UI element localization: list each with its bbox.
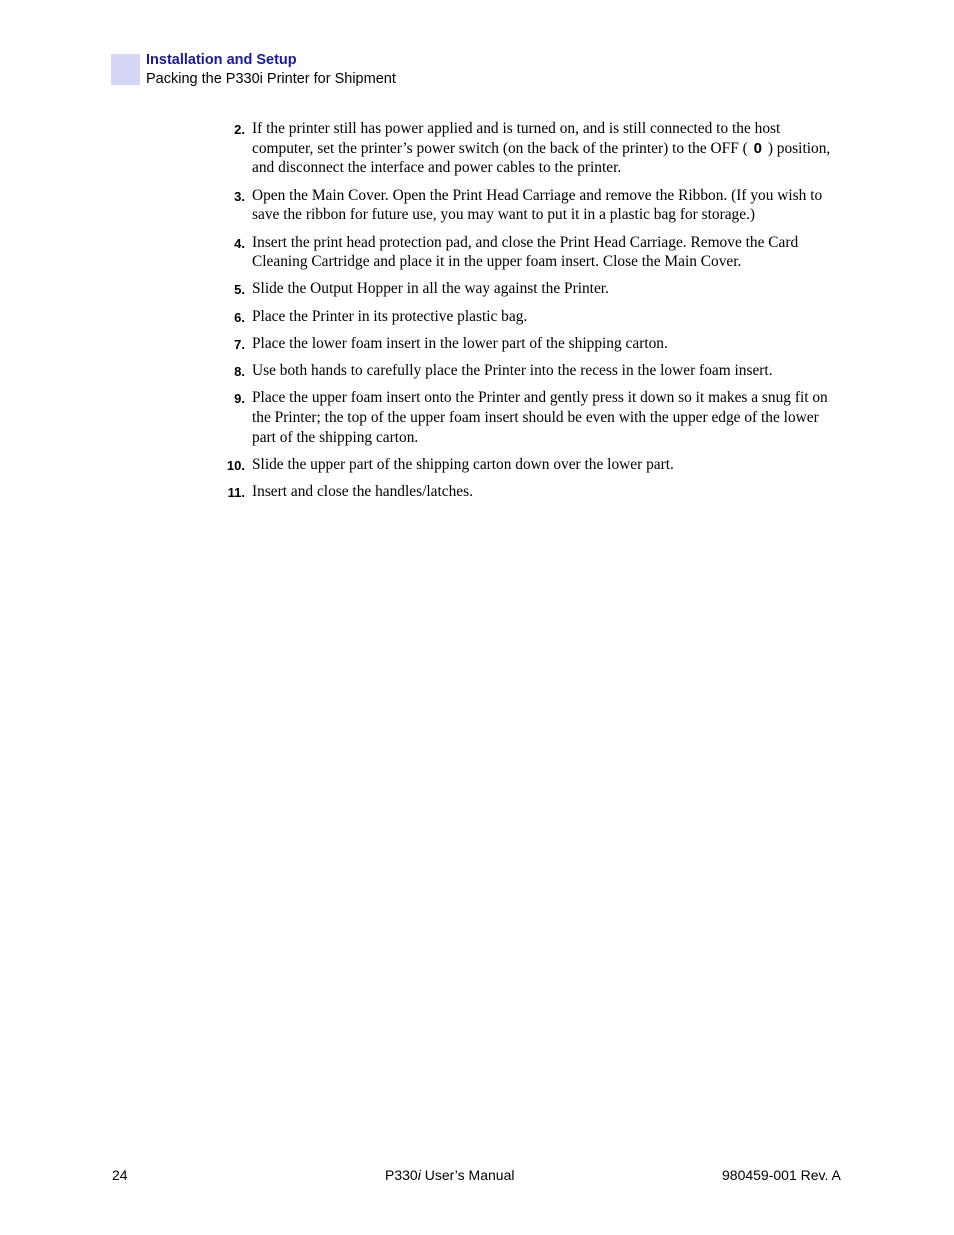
- step-8: [220, 361, 845, 381]
- step-9: [220, 388, 845, 447]
- step-number: 8.: [234, 364, 245, 380]
- step-number: 5.: [234, 282, 245, 298]
- step-text: Use both hands to carefully place the Printer into the recess in the lower foam insert.: [252, 362, 773, 380]
- step-number: 7.: [234, 336, 245, 352]
- manual-title: [385, 1167, 514, 1183]
- step-number: 4.: [234, 235, 245, 251]
- step-text: Place the lower foam insert in the lower part of the shipping carton.: [252, 334, 668, 352]
- header-color-block: [111, 54, 140, 85]
- step-number: 6.: [234, 309, 245, 325]
- document-number: 980459-001 Rev. A: [722, 1167, 841, 1183]
- step-3: [220, 186, 845, 225]
- section-title: Installation and Setup: [146, 52, 297, 68]
- step-4: [220, 233, 845, 272]
- page-number: 24: [112, 1167, 128, 1183]
- step-text: Place the Printer in its protective plastic bag.: [252, 307, 528, 325]
- step-text: Insert the print head protection pad, and close the Print Head Carriage. Remove the Card Cleaning Cartridge and place it in the upper foam insert. Close the Main Cover.: [252, 233, 799, 271]
- step-number: 10.: [226, 457, 245, 473]
- section-subtitle: Packing the P330i Printer for Shipment: [146, 71, 396, 87]
- step-number: 2.: [234, 122, 245, 137]
- step-6: [220, 307, 845, 327]
- step-11: [220, 482, 845, 502]
- step-number: 3.: [234, 188, 245, 204]
- step-5: [220, 279, 845, 299]
- manual-model-suffix: i: [417, 1167, 421, 1183]
- step-text: Insert and close the handles/latches.: [252, 483, 473, 501]
- step-number: 11.: [227, 485, 245, 501]
- procedure-steps: [220, 119, 845, 509]
- manual-model: P330: [385, 1167, 418, 1183]
- manual-title-text: User’s Manual: [420, 1167, 515, 1183]
- step-number: 9.: [234, 391, 245, 407]
- step-text: Open the Main Cover. Open the Print Head Carriage and remove the Ribbon. (If you wish to save the ribbon for future use, you may want to put it in a plastic bag for storage.): [252, 186, 823, 224]
- power-off-symbol: 0: [753, 139, 762, 157]
- step-text-cont: ) position, and disconnect the interface and power cables to the printer.: [252, 139, 831, 177]
- step-text: Slide the Output Hopper in all the way against the Printer.: [252, 280, 609, 298]
- step-text: Place the upper foam insert onto the Printer and gently press it down so it makes a snug fit on the Printer; the top of the upper foam insert should be even with the upper edge of the lower part of the shipping carton.: [252, 389, 828, 446]
- step-10: [220, 455, 845, 475]
- step-text: If the printer still has power applied and is turned on, and is still connected to the host computer, set the printer’s power switch (on the back of the printer) to the OFF (: [252, 120, 781, 157]
- step-text: Slide the upper part of the shipping carton down over the lower part.: [252, 455, 674, 473]
- step-7: [220, 334, 845, 354]
- step-2: [220, 119, 845, 178]
